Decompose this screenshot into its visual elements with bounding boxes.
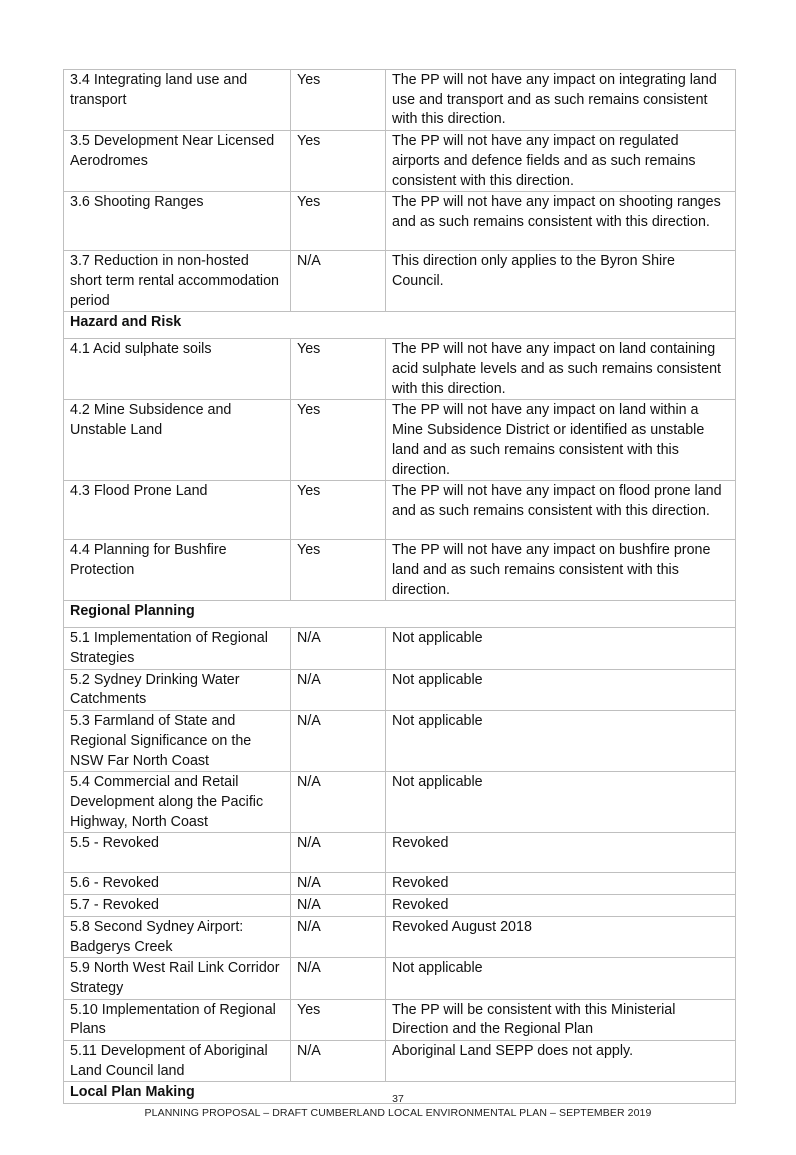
direction-cell: 4.2 Mine Subsidence and Unstable Land [64,400,291,481]
comment-cell: The PP will not have any impact on bushfire prone land and as such remains consistent with this direction. [386,540,736,601]
consistency-cell: Yes [291,70,386,131]
table-row [64,895,736,917]
comment-cell: Not applicable [386,669,736,710]
table-row [64,833,736,873]
section-title: Hazard and Risk [64,312,736,339]
table-row [64,958,736,999]
comment-cell: The PP will not have any impact on land containing acid sulphate levels and as such remains consistent with this direction. [386,339,736,400]
section-title: Local Plan Making [64,1082,736,1104]
table-row [64,1041,736,1082]
comment-cell: The PP will not have any impact on shooting ranges and as such remains consistent with this direction. [386,192,736,251]
consistency-cell: N/A [291,669,386,710]
table-row [64,70,736,131]
ministerial-directions-table [63,69,736,1104]
table-body [64,70,736,1104]
table-row [64,669,736,710]
table-row [64,628,736,669]
consistency-cell: N/A [291,628,386,669]
direction-cell: 5.11 Development of Aboriginal Land Council land [64,1041,291,1082]
direction-cell: 5.3 Farmland of State and Regional Significance on the NSW Far North Coast [64,711,291,772]
table-row [64,916,736,957]
comment-cell: Aboriginal Land SEPP does not apply. [386,1041,736,1082]
comment-cell: Not applicable [386,772,736,833]
direction-cell: 5.7 - Revoked [64,895,291,917]
direction-cell: 5.5 - Revoked [64,833,291,873]
table-row [64,873,736,895]
page-number: 37 [392,1093,404,1105]
section-header-row [64,312,736,339]
consistency-cell: N/A [291,833,386,873]
consistency-cell: N/A [291,772,386,833]
direction-cell: 5.2 Sydney Drinking Water Catchments [64,669,291,710]
consistency-cell: N/A [291,251,386,312]
comment-cell: Revoked August 2018 [386,916,736,957]
comment-cell: The PP will not have any impact on integrating land use and transport and as such remains consistent with this direction. [386,70,736,131]
comment-cell: Not applicable [386,958,736,999]
direction-cell: 5.8 Second Sydney Airport: Badgerys Creek [64,916,291,957]
comment-cell: The PP will not have any impact on flood prone land and as such remains consistent with this direction. [386,481,736,540]
consistency-cell: Yes [291,400,386,481]
consistency-cell: Yes [291,481,386,540]
direction-cell: 5.9 North West Rail Link Corridor Strategy [64,958,291,999]
direction-cell: 3.5 Development Near Licensed Aerodromes [64,131,291,192]
table-row [64,400,736,481]
direction-cell: 3.7 Reduction in non-hosted short term rental accommodation period [64,251,291,312]
comment-cell: This direction only applies to the Byron Shire Council. [386,251,736,312]
table-row [64,540,736,601]
table-row [64,772,736,833]
table-row [64,711,736,772]
direction-cell: 3.6 Shooting Ranges [64,192,291,251]
comment-cell: The PP will not have any impact on land within a Mine Subsidence District or identified as unstable land and as such remains consistent with this direction. [386,400,736,481]
table-row [64,481,736,540]
direction-cell: 5.4 Commercial and Retail Development along the Pacific Highway, North Coast [64,772,291,833]
direction-cell: 5.1 Implementation of Regional Strategies [64,628,291,669]
consistency-cell: N/A [291,711,386,772]
comment-cell: The PP will be consistent with this Ministerial Direction and the Regional Plan [386,999,736,1040]
section-header-row [64,601,736,628]
consistency-cell: N/A [291,916,386,957]
comment-cell: The PP will not have any impact on regulated airports and defence fields and as such remains consistent with this direction. [386,131,736,192]
consistency-cell: N/A [291,1041,386,1082]
footer-text: PLANNING PROPOSAL – DRAFT CUMBERLAND LOCAL ENVIRONMENTAL PLAN – SEPTEMBER 2019 [144,1107,652,1119]
direction-cell: 5.6 - Revoked [64,873,291,895]
direction-cell: 4.4 Planning for Bushfire Protection [64,540,291,601]
comment-cell: Not applicable [386,628,736,669]
comment-cell: Not applicable [386,711,736,772]
direction-cell: 5.10 Implementation of Regional Plans [64,999,291,1040]
comment-cell: Revoked [386,895,736,917]
comment-cell: Revoked [386,833,736,873]
consistency-cell: Yes [291,192,386,251]
comment-cell: Revoked [386,873,736,895]
consistency-cell: Yes [291,999,386,1040]
consistency-cell: N/A [291,873,386,895]
table-row [64,339,736,400]
consistency-cell: Yes [291,339,386,400]
direction-cell: 3.4 Integrating land use and transport [64,70,291,131]
table-row [64,131,736,192]
consistency-cell: Yes [291,131,386,192]
table-row [64,251,736,312]
consistency-cell: N/A [291,895,386,917]
direction-cell: 4.3 Flood Prone Land [64,481,291,540]
consistency-cell: N/A [291,958,386,999]
section-title: Regional Planning [64,601,736,628]
table-row [64,192,736,251]
direction-cell: 4.1 Acid sulphate soils [64,339,291,400]
table-row [64,999,736,1040]
consistency-cell: Yes [291,540,386,601]
